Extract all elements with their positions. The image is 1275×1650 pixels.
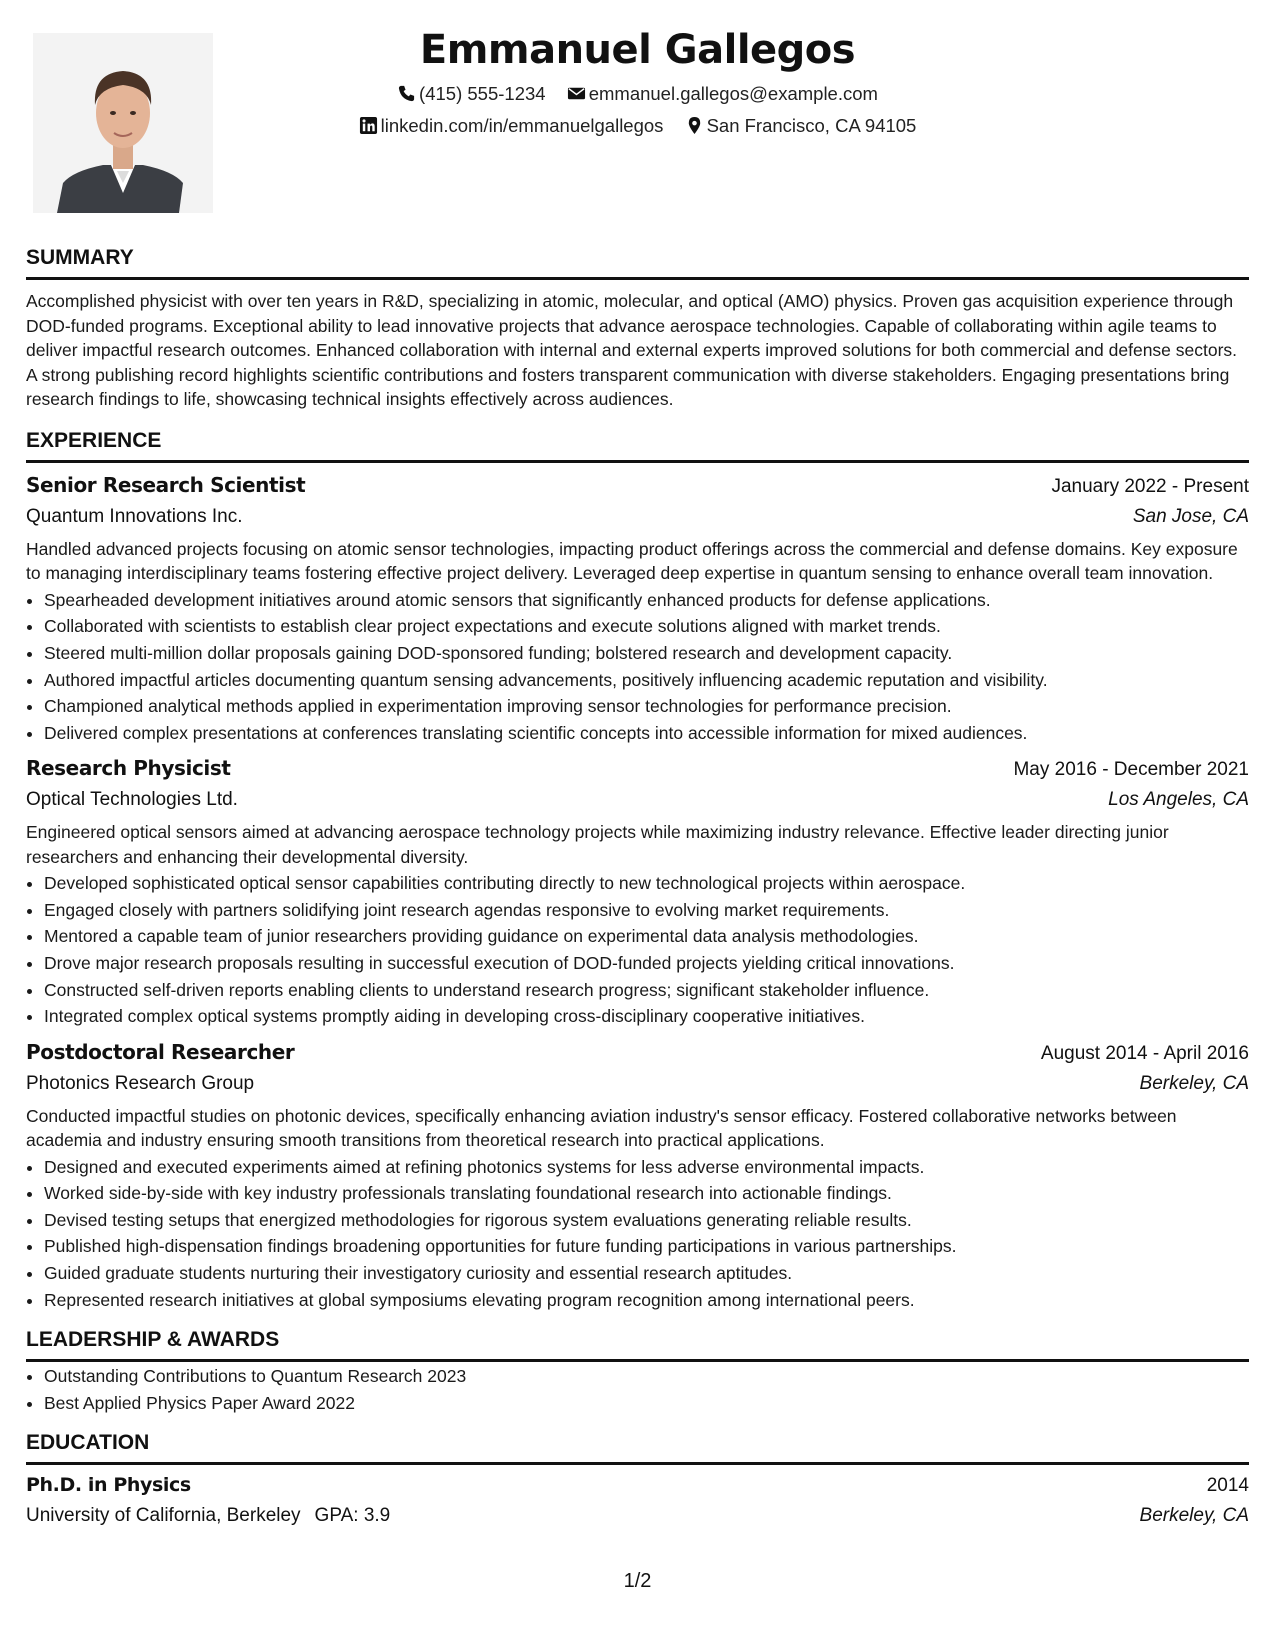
- map-marker-icon: [685, 116, 704, 135]
- email-contact[interactable]: [567, 83, 878, 105]
- page-number: 1/2: [623, 1570, 652, 1592]
- bullet-item: • Developed sophisticated optical sensor capabilities contributing directly to new technological projects within aerospace.: [44, 870, 1249, 897]
- job-description: Engineered optical sensors aimed at advancing aerospace technology projects while maximizing industry relevance. Effective leader directing junior researchers and enhancing their developmental diversity.: [26, 822, 1169, 867]
- award-item: • Outstanding Contributions to Quantum Research 2023: [44, 1363, 1249, 1390]
- linkedin-text[interactable]: linkedin.com/in/emmanuelgallegos: [380, 115, 664, 136]
- phone-icon: [397, 84, 416, 103]
- bullet-item: • Drove major research proposals resulting in successful execution of DOD-funded projects yielding critical innovations.: [44, 950, 1249, 977]
- school-name: University of California, Berkeley: [26, 1505, 301, 1527]
- bullet-item: • Mentored a capable team of junior researchers providing guidance on experimental data analysis methodologies.: [44, 923, 1249, 950]
- bullet-item: • Championed analytical methods applied in experimentation improving sensor technologies for performance precision.: [44, 693, 1249, 720]
- phone-contact: [397, 83, 546, 105]
- job-description: Handled advanced projects focusing on atomic sensor technologies, impacting product offerings across the commercial and defense domains. Key exposure to managing interdisciplinary teams fostering effective project delivery. Leveraged deep expertise in quantum sensing to enhance overall team innovation.: [26, 538, 1238, 584]
- job-bullets: [26, 1154, 1249, 1314]
- section-divider: [26, 277, 1249, 280]
- phone-text: (415) 555-1234: [419, 83, 546, 104]
- education-section: [26, 1430, 1249, 1530]
- bullet-item: • Delivered complex presentations at conferences translating scientific concepts into accessible information for mixed audiences.: [44, 720, 1249, 747]
- job-location: San Jose, CA: [1132, 505, 1249, 527]
- email-text[interactable]: emmanuel.gallegos@example.com: [588, 83, 878, 104]
- summary-heading: SUMMARY: [26, 246, 134, 269]
- job-location: Los Angeles, CA: [1108, 789, 1249, 811]
- company-name: Quantum Innovations Inc.: [26, 505, 243, 527]
- bullet-item: • Constructed self-driven reports enabling clients to understand research progress; significant stakeholder influence.: [44, 977, 1249, 1004]
- company-name: Photonics Research Group: [26, 1072, 255, 1094]
- bullet-item: • Worked side-by-side with key industry professionals translating foundational research into actionable findings.: [44, 1180, 1249, 1207]
- job-title: Postdoctoral Researcher: [26, 1039, 295, 1064]
- experience-section: [26, 428, 1249, 1313]
- bullet-item: • Collaborated with scientists to establish clear project expectations and execute solutions aligned with market trends.: [44, 613, 1249, 640]
- bullet-item: • Engaged closely with partners solidifying joint research agendas responsive to evolving market requirements.: [44, 897, 1249, 924]
- envelope-icon: [567, 84, 586, 103]
- location-contact: [685, 115, 917, 137]
- resume-body: [26, 245, 1249, 1530]
- bullet-item: • Guided graduate students nurturing their investigatory curiosity and essential research aptitudes.: [44, 1260, 1249, 1287]
- section-divider: [26, 460, 1249, 463]
- education-heading: EDUCATION: [26, 1431, 150, 1455]
- candidate-name: Emmanuel Gallegos: [419, 27, 856, 73]
- gpa-text: GPA: 3.9: [314, 1505, 391, 1527]
- experience-heading: EXPERIENCE: [26, 428, 162, 452]
- job-entry: [26, 1038, 1249, 1313]
- bullet-item: • Authored impactful articles documenting quantum sensing advancements, positively influencing academic reputation and visibility.: [44, 667, 1249, 694]
- section-divider: [26, 1359, 1249, 1362]
- section-divider: [26, 1462, 1249, 1465]
- award-item: • Best Applied Physics Paper Award 2022: [44, 1390, 1249, 1417]
- bullet-item: • Published high-dispensation findings broadening opportunities for future funding participations in various partnerships.: [44, 1233, 1249, 1260]
- job-entry: [26, 754, 1249, 1029]
- job-entry: [26, 471, 1249, 746]
- location-text: San Francisco, CA 94105: [706, 115, 917, 136]
- awards-heading: LEADERSHIP & AWARDS: [26, 1328, 280, 1352]
- job-dates: August 2014 - April 2016: [1040, 1042, 1249, 1064]
- school-info: [26, 1502, 390, 1530]
- graduation-year: 2014: [1206, 1475, 1249, 1497]
- bullet-item: • Designed and executed experiments aimed at refining photonics systems for less adverse environmental impacts.: [44, 1154, 1249, 1181]
- contact-line-2: [0, 115, 1275, 137]
- contact-line-1: [0, 83, 1275, 105]
- job-description: Conducted impactful studies on photonic devices, specifically enhancing aviation industry's sensor efficacy. Fostered collaborative networks between academia and industry ensuring smooth transitions from theoretical research into practical applications.: [26, 1105, 1177, 1151]
- bullet-item: • Spearheaded development initiatives around atomic sensors that significantly enhanced products for defense applications.: [44, 587, 1249, 614]
- bullet-item: • Steered multi-million dollar proposals gaining DOD-sponsored funding; bolstered research and development capacity.: [44, 640, 1249, 667]
- bullet-item: • Represented research initiatives at global symposiums elevating program recognition among international peers.: [44, 1287, 1249, 1314]
- job-location: Berkeley, CA: [1139, 1072, 1249, 1094]
- job-bullets: [26, 587, 1249, 747]
- summary-section: [26, 245, 1249, 412]
- job-title: Senior Research Scientist: [26, 472, 306, 497]
- company-name: Optical Technologies Ltd.: [26, 789, 238, 811]
- summary-text: Accomplished physicist with over ten years in R&D, specializing in atomic, molecular, and optical (AMO) physics. Proven gas acquisition experience through DOD-funded programs. Exceptional ability to lead innovative projects that advance aerospace technologies. Capable of collaborating within agile teams to deliver impactful research outcomes. Enhanced collaboration with internal and external experts improved solutions for both commercial and defense sectors. A strong publishing record highlights scientific contributions and fosters transparent communication with diverse stakeholders. Engaging presentations bring research findings to life, showcasing technical insights effectively across audiences.: [26, 291, 1238, 410]
- awards-list: [26, 1363, 1249, 1416]
- job-dates: May 2016 - December 2021: [1013, 759, 1249, 781]
- bullet-item: • Integrated complex optical systems promptly aiding in developing cross-disciplinary cooperative initiatives.: [44, 1003, 1249, 1030]
- school-location: Berkeley, CA: [1139, 1505, 1249, 1527]
- resume-header: [0, 26, 1275, 137]
- job-dates: January 2022 - Present: [1051, 475, 1249, 497]
- job-bullets: [26, 870, 1249, 1030]
- degree-title: Ph.D. in Physics: [26, 1474, 191, 1497]
- linkedin-contact[interactable]: [359, 115, 664, 137]
- bullet-item: • Devised testing setups that energized methodologies for rigorous system evaluations generating reliable results.: [44, 1207, 1249, 1234]
- linkedin-icon: [359, 116, 378, 135]
- job-title: Research Physicist: [26, 756, 231, 781]
- awards-section: [26, 1327, 1249, 1416]
